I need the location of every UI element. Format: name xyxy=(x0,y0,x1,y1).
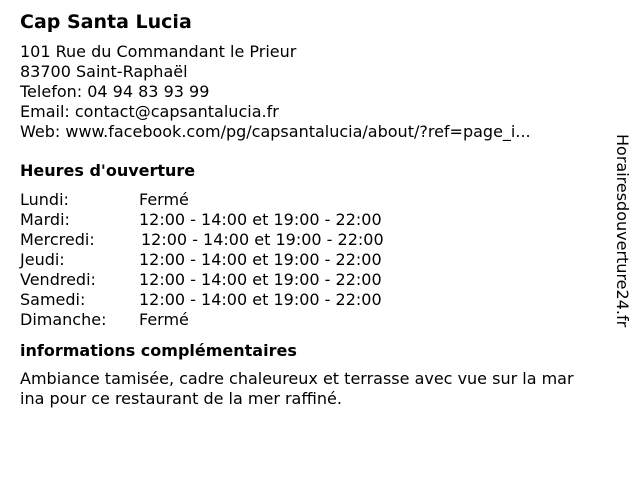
hours-row-vendredi xyxy=(20,270,620,290)
info-description xyxy=(20,369,620,409)
day-hours: 12:00 - 14:00 et 19:00 - 22:00 xyxy=(141,230,384,249)
phone-line: Telefon: 04 94 83 93 99 xyxy=(20,82,210,101)
web-line: Web: www.facebook.com/pg/capsantalucia/about/?ref=page_i... xyxy=(20,122,531,141)
day-hours: Fermé xyxy=(139,190,189,209)
hours-row-lundi xyxy=(20,190,620,210)
day-label: Samedi: xyxy=(20,290,86,309)
business-card xyxy=(20,9,620,409)
hours-row-samedi xyxy=(20,290,620,310)
day-label: Vendredi: xyxy=(20,270,96,289)
info-text-line: Ambiance tamisée, cadre chaleureux et terrasse avec vue sur la mar xyxy=(20,369,574,388)
city-address: 83700 Saint-Raphaël xyxy=(20,62,188,81)
day-label: Dimanche: xyxy=(20,310,107,329)
hours-row-mercredi xyxy=(20,230,620,250)
hours-table xyxy=(20,190,620,330)
day-label: Mercredi: xyxy=(20,230,95,249)
address-block xyxy=(20,42,620,142)
info-text-line: ina pour ce restaurant de la mer raffiné. xyxy=(20,389,342,408)
info-heading: informations complémentaires xyxy=(20,341,297,360)
hours-row-dimanche xyxy=(20,310,620,330)
day-hours: 12:00 - 14:00 et 19:00 - 22:00 xyxy=(139,270,382,289)
day-label: Jeudi: xyxy=(20,250,65,269)
day-hours: 12:00 - 14:00 et 19:00 - 22:00 xyxy=(139,290,382,309)
hours-row-mardi xyxy=(20,210,620,230)
hours-row-jeudi xyxy=(20,250,620,270)
hours-heading: Heures d'ouverture xyxy=(20,161,196,180)
site-watermark: Horairesdouverture24.fr xyxy=(613,134,632,328)
email-line: Email: contact@capsantalucia.fr xyxy=(20,102,279,121)
street-address: 101 Rue du Commandant le Prieur xyxy=(20,42,297,61)
day-label: Mardi: xyxy=(20,210,70,229)
business-name: Cap Santa Lucia xyxy=(20,11,192,33)
day-hours: 12:00 - 14:00 et 19:00 - 22:00 xyxy=(139,250,382,269)
day-label: Lundi: xyxy=(20,190,69,209)
day-hours: 12:00 - 14:00 et 19:00 - 22:00 xyxy=(139,210,382,229)
day-hours: Fermé xyxy=(139,310,189,329)
